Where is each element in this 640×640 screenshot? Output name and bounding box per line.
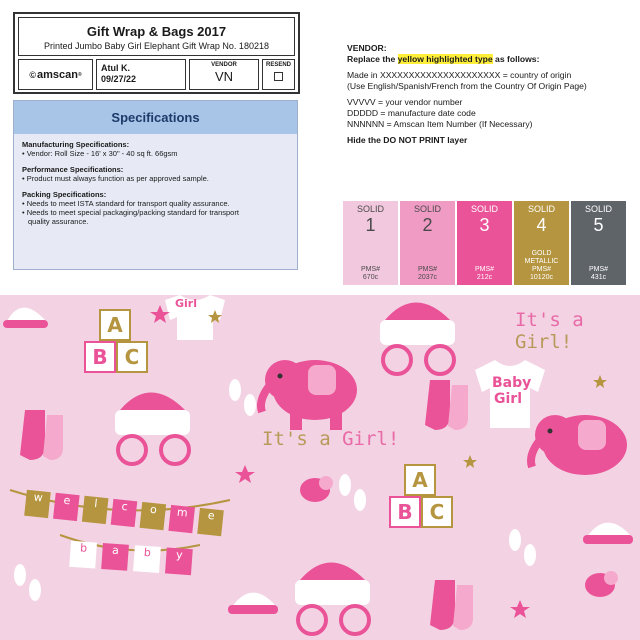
vendor-label: VENDOR — [211, 62, 237, 68]
swatch-label: SOLID — [584, 204, 612, 214]
spec-line: • Needs to meet special packaging/packing standard for transport — [22, 208, 239, 217]
replace-post: as follows: — [492, 54, 540, 64]
designer-name: Atul K. — [101, 63, 130, 73]
title-block-info-row — [18, 59, 295, 90]
swatch-number: 5 — [593, 215, 604, 235]
bird-icon — [585, 571, 618, 597]
elephant-icon — [531, 415, 627, 475]
hat-icon — [583, 523, 633, 544]
spec-section-title: Manufacturing Specifications: — [22, 140, 130, 149]
color-swatches — [343, 201, 626, 285]
swatch-label: SOLID — [413, 204, 441, 214]
resend-checkbox[interactable] — [274, 72, 283, 81]
highlighted-phrase: yellow highlighted type — [397, 54, 493, 64]
onesie-baby-text: Baby — [492, 375, 532, 391]
swatch-2 — [400, 201, 455, 285]
swatch-label: SOLID — [470, 204, 498, 214]
swatch-pms — [514, 250, 569, 282]
flag: e — [53, 493, 80, 521]
flag: y — [165, 547, 193, 575]
pms-code: 10120c — [530, 274, 553, 281]
block-letter-b: B — [397, 500, 413, 524]
resend-cell — [262, 59, 295, 90]
block-letter-b: B — [92, 345, 108, 369]
elephant-icon — [261, 360, 357, 430]
flag: a — [101, 543, 129, 571]
pms-label: PMS# — [360, 266, 381, 273]
code-notes — [347, 97, 637, 130]
vendor-cell — [189, 59, 259, 90]
designer-date: 09/27/22 — [101, 74, 137, 84]
block-letter-c: C — [124, 345, 140, 369]
flag: m — [168, 505, 195, 533]
its-a: It's a — [515, 309, 584, 331]
pms-label: PMS# — [588, 266, 609, 273]
pms-code: 2037c — [417, 274, 438, 281]
hat-icon — [228, 593, 278, 614]
flag: l — [82, 496, 109, 524]
pms-label: PMS# — [417, 266, 438, 273]
made-in-language-note: (Use English/Spanish/French from the Country Of Origin Page) — [347, 81, 587, 91]
swatch-pms — [571, 266, 626, 282]
specifications-panel — [13, 100, 298, 270]
product-subtitle: Printed Jumbo Baby Girl Elephant Gift Wrap No. 180218 — [44, 41, 269, 51]
pms-label: PMS# — [531, 266, 552, 273]
replace-instruction — [347, 54, 637, 65]
swatch-number: 2 — [422, 215, 433, 235]
hat-icon — [3, 308, 48, 328]
made-in-line: Made in XXXXXXXXXXXXXXXXXXXXX = country of origin — [347, 70, 572, 80]
block-letter-a: A — [412, 468, 428, 492]
copyright-icon: © — [29, 69, 36, 80]
flag: o — [140, 502, 167, 530]
specifications-heading: Specifications — [14, 101, 297, 134]
stroller-icon — [295, 563, 370, 635]
swatch-number: 3 — [479, 215, 490, 235]
block-letter-a: A — [107, 313, 123, 337]
date-code-note: DDDDD = manufacture date code — [347, 108, 476, 118]
onesie-girl-text: Girl — [175, 297, 197, 310]
bird-icon — [300, 476, 333, 502]
spec-line: • Needs to meet ISTA standard for transport quality assurance. — [22, 199, 230, 208]
amscan-logo — [18, 59, 93, 90]
trademark-icon: ® — [77, 71, 82, 78]
swatch-label: SOLID — [527, 204, 555, 214]
hide-layer-note: Hide the DO NOT PRINT layer — [347, 135, 468, 145]
its-a-girl-text — [515, 309, 640, 353]
pms-code: 431c — [590, 274, 607, 281]
girl-word: Girl! — [515, 331, 573, 353]
specifications-body — [14, 134, 297, 232]
item-number-note: NNNNNN = Amscan Item Number (If Necessary) — [347, 119, 533, 129]
replace-pre: Replace the — [347, 54, 398, 64]
swatch-pms — [400, 266, 455, 282]
socks-icon — [430, 580, 473, 630]
its-a-girl-text — [262, 428, 399, 450]
pms-label: PMS# — [474, 266, 495, 273]
vendor-notes — [347, 43, 637, 146]
swatch-3 — [457, 201, 512, 285]
flag: e — [197, 508, 224, 536]
product-title: Gift Wrap & Bags 2017 — [86, 24, 227, 39]
vendor-heading: VENDOR: — [347, 43, 387, 53]
flag: w — [24, 490, 51, 518]
gift-wrap-pattern — [0, 295, 640, 640]
onesie-girl-text: Girl — [494, 391, 522, 407]
swatch-number: 4 — [536, 215, 547, 235]
spec-line: • Product must always function as per approved sample. — [22, 174, 209, 183]
stroller-icon — [380, 303, 455, 375]
swatch-5 — [571, 201, 626, 285]
spec-section-title: Packing Specifications: — [22, 190, 107, 199]
its-a: It's a — [262, 428, 343, 450]
swatch-extra: GOLD METALLIC — [524, 250, 559, 265]
socks-icon — [20, 410, 63, 460]
swatch-pms — [457, 266, 512, 282]
spec-line: • Vendor: Roll Size - 16' x 30" - 40 sq ft. 66gsm — [22, 149, 178, 158]
swatch-label: SOLID — [356, 204, 384, 214]
pms-code: 212c — [476, 274, 493, 281]
socks-icon — [425, 380, 468, 430]
resend-label: RESEND — [265, 62, 291, 68]
made-in-note — [347, 70, 637, 92]
spec-section-title: Performance Specifications: — [22, 165, 124, 174]
title-block — [13, 12, 300, 94]
vendor-number-note: VVVVV = your vendor number — [347, 97, 463, 107]
swatch-4 — [514, 201, 569, 285]
flag: b — [69, 541, 97, 569]
spec-line: quality assurance. — [28, 217, 89, 226]
flag: c — [111, 499, 138, 527]
logo-text: amscan — [36, 68, 78, 81]
flag: b — [133, 545, 161, 573]
swatch-1 — [343, 201, 398, 285]
block-letter-c: C — [429, 500, 445, 524]
stroller-icon — [115, 393, 190, 465]
girl-word: Girl! — [342, 428, 400, 450]
swatch-pms — [343, 266, 398, 282]
swatch-number: 1 — [365, 215, 376, 235]
pms-code: 670c — [362, 274, 379, 281]
designer-cell — [96, 59, 186, 90]
title-block-header — [18, 17, 295, 56]
vendor-value: VN — [214, 69, 234, 84]
